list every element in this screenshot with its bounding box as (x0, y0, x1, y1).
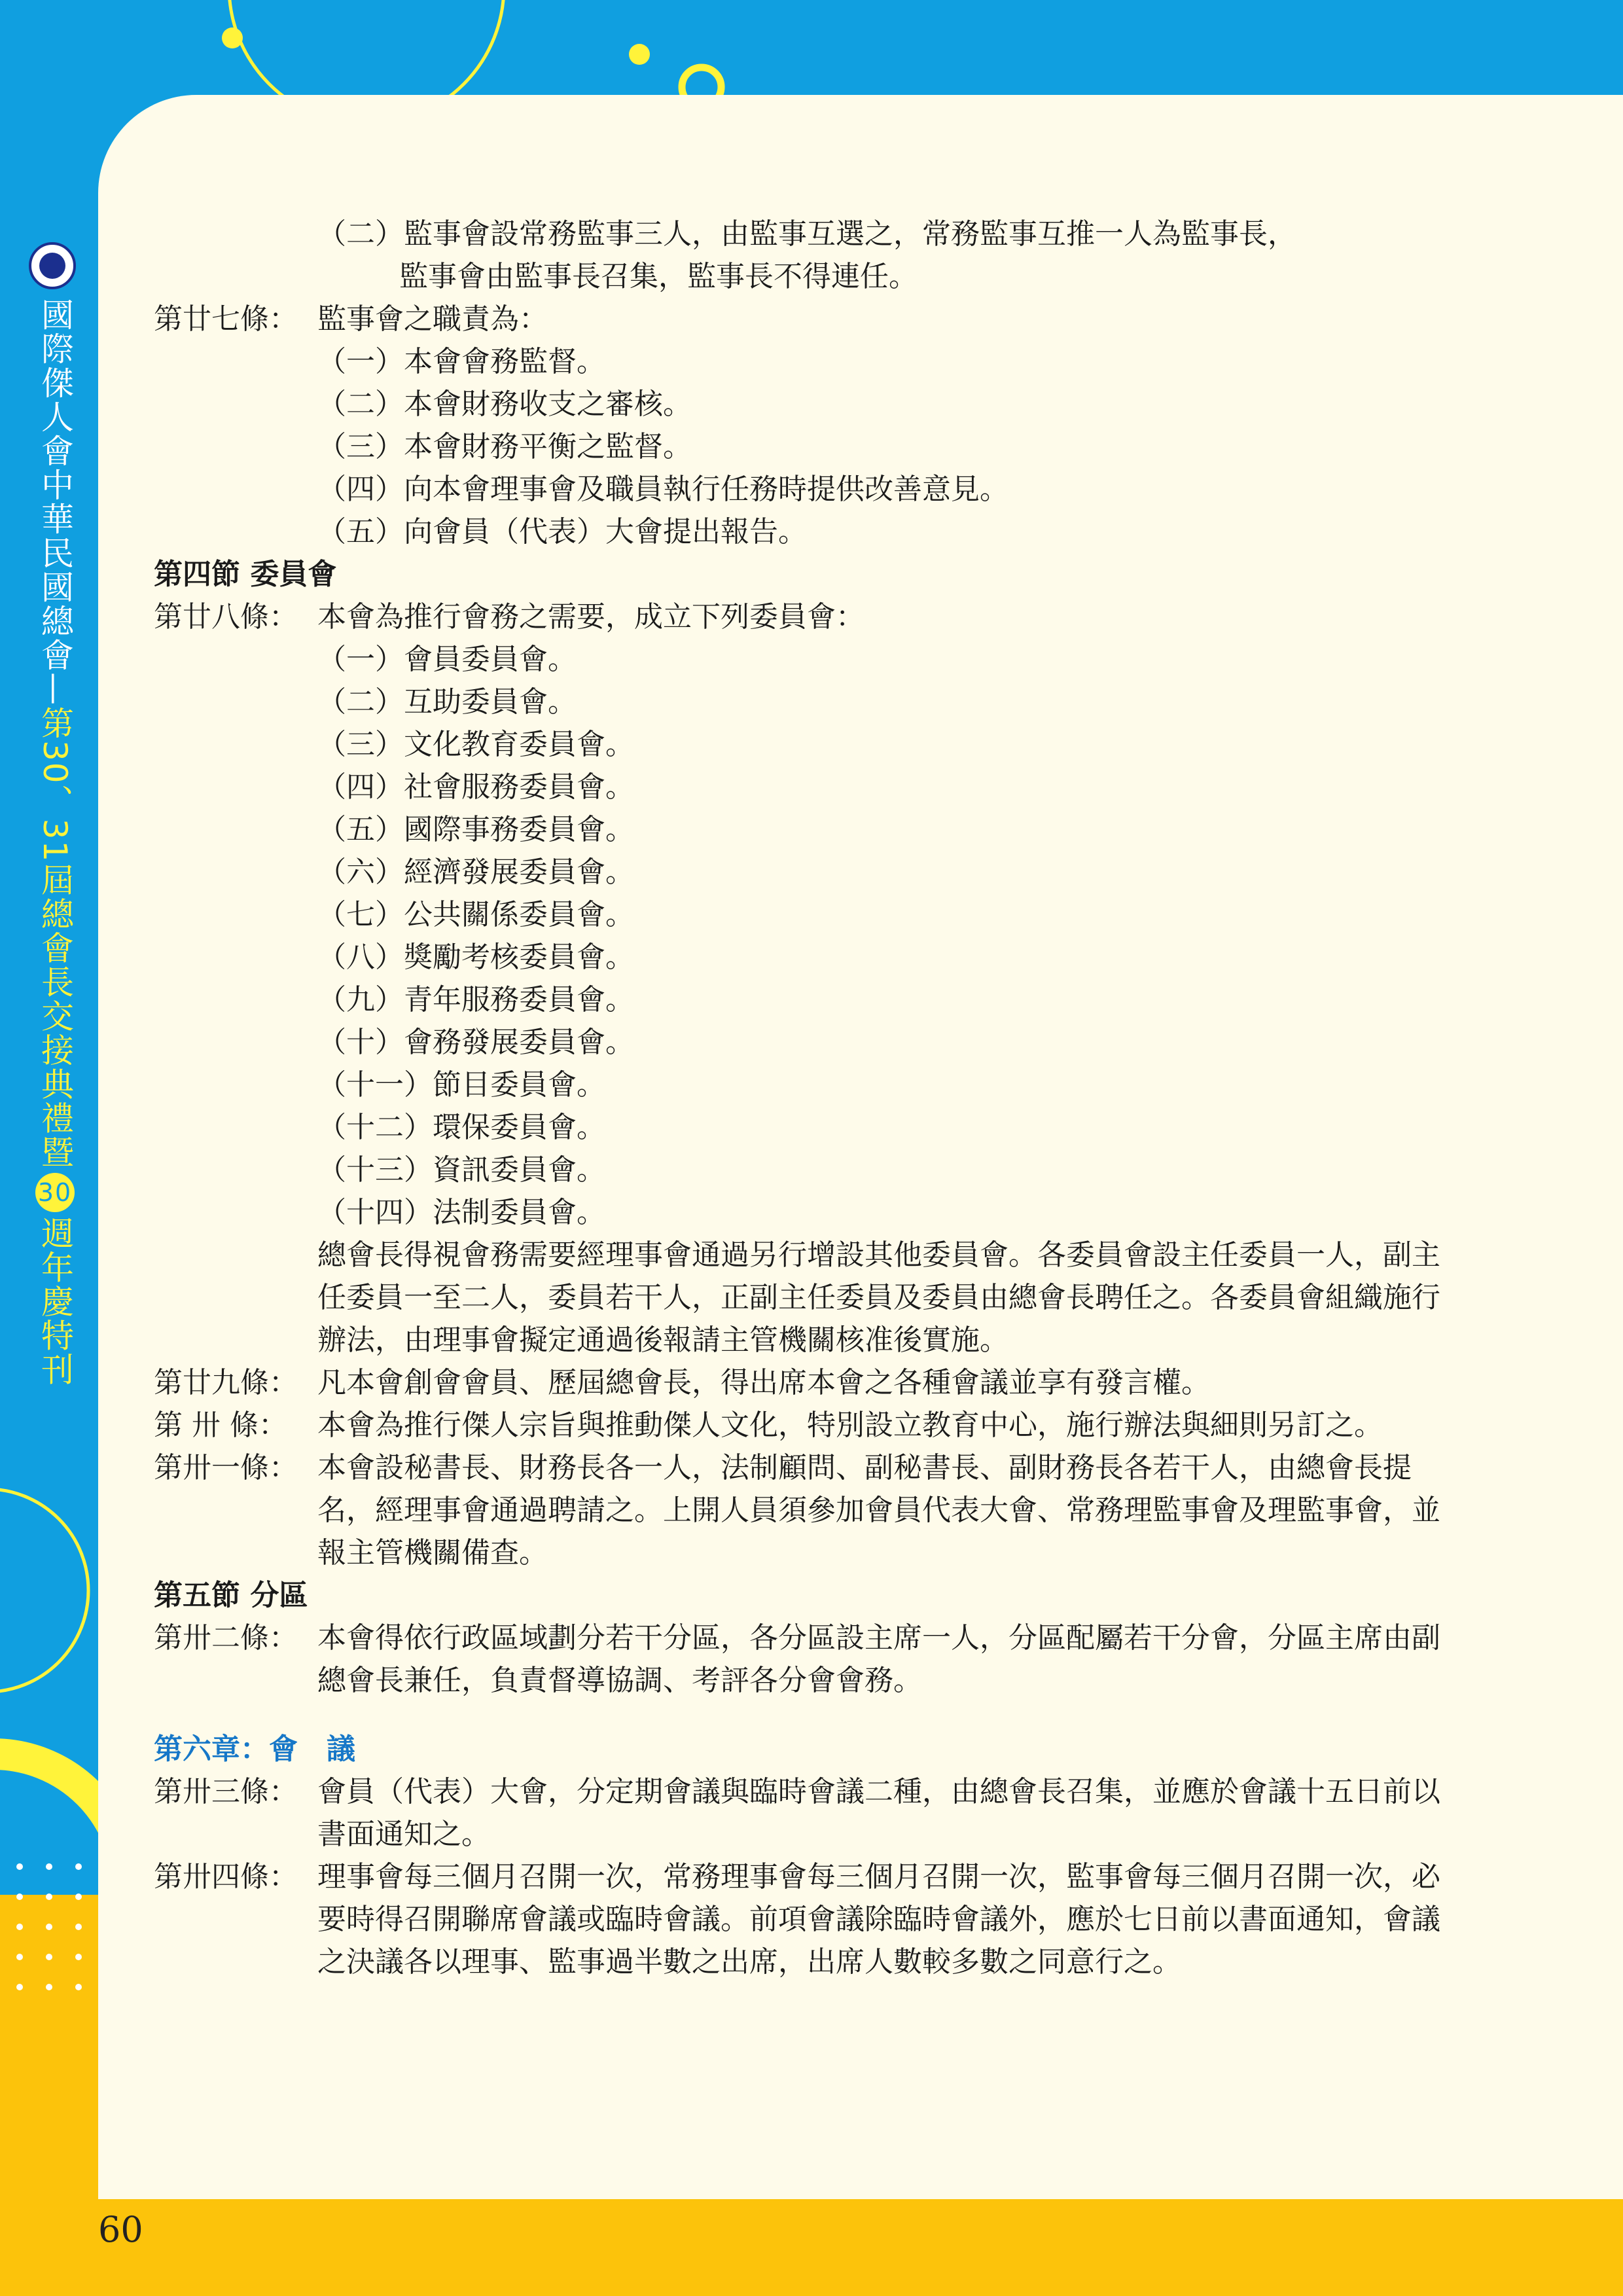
sidebar-title-part1: 國際傑人會中華民國總會 (36, 298, 74, 672)
page-number: 60 (98, 2209, 143, 2250)
chapter-6-heading: 第六章：會 議 (154, 1732, 355, 1766)
article-32 (154, 1617, 1463, 1702)
article-34-label: 第卅四條： (154, 1860, 298, 1893)
bottom-bar (0, 2199, 1623, 2296)
sidebar-title-part2a: 第 (36, 706, 74, 740)
sidebar-title-part2e: 屆總會長交接典禮暨 (36, 863, 74, 1170)
list-item: （一）會員委員會。 (317, 643, 577, 676)
article-33-text: 會員（代表）大會，分定期會議與臨時會議二種，由總會長召集，並應於會議十五日前以書面通知之。 (317, 1775, 1440, 1851)
list-item: （五）向會員（代表）大會提出報告。 (317, 515, 807, 548)
list-item: （三）本會財務平衡之監督。 (317, 430, 692, 463)
article-27-label: 第廿七條： (154, 302, 298, 336)
section-4-heading: 第四節 委員會 (154, 558, 337, 591)
jaycee-emblem-icon (29, 242, 76, 289)
list-item: （二）互助委員會。 (317, 685, 577, 719)
article-27-text: 監事會之職責為： (317, 302, 548, 336)
article-28-label: 第廿八條： (154, 600, 298, 634)
decor-circle-left (0, 1489, 88, 1692)
article-26-item-2-continued: 監事會由監事長召集，監事長不得連任。 (399, 260, 918, 293)
list-item: （十三）資訊委員會。 (317, 1153, 605, 1187)
decor-dot-top-left (222, 27, 243, 48)
list-item: （二）本會財務收支之審核。 (317, 387, 692, 421)
article-29 (154, 1361, 1463, 1404)
article-31-text: 本會設秘書長、財務長各一人，法制顧問、副秘書長、副財務長各若干人，由總會長提名，經理事會通過聘請之。上開人員須參加會員代表大會、常務理監事會及理監事會，並報主管機關備查。 (317, 1451, 1440, 1570)
article-30-text: 本會為推行傑人宗旨與推動傑人文化，特別設立教育中心，施行辦法與細則另訂之。 (317, 1408, 1383, 1442)
article-33 (154, 1770, 1463, 1856)
list-item: （八）獎勵考核委員會。 (317, 941, 634, 974)
list-item: （七）公共關係委員會。 (317, 898, 634, 931)
article-32-text: 本會得依行政區域劃分若干分區，各分區設主席一人，分區配屬若干分會，分區主席由副總會長兼任，負責督導協調、考評各分會會務。 (317, 1621, 1440, 1697)
article-32-label: 第卅二條： (154, 1621, 298, 1655)
sidebar-dash: — (36, 672, 74, 706)
list-item: （十四）法制委員會。 (317, 1196, 605, 1229)
section-5-heading: 第五節 分區 (154, 1579, 308, 1612)
article-29-text: 凡本會創會會員、歷屆總會長，得出席本會之各種會議並享有發言權。 (317, 1366, 1210, 1399)
sidebar-title-part2c: 、 (36, 784, 74, 819)
article-28-text: 本會為推行會務之需要，成立下列委員會： (317, 600, 865, 634)
article-28-paragraph: 總會長得視會務需要經理事會通過另行增設其他委員會。各委員會設主任委員一人，副主任委員一至二人，委員若干人，正副主任委員及委員由總會長聘任之。各委員會組織施行辦法，由理事會擬定通過後報請主管機關核准後實施。 (317, 1238, 1440, 1357)
anniversary-number-badge: 30 (35, 1173, 75, 1212)
decor-dot-top (629, 44, 650, 65)
list-item: （十二）環保委員會。 (317, 1111, 605, 1144)
sidebar-title-part3: 週年慶特刊 (36, 1216, 74, 1387)
article-26-item-2: （二）監事會設常務監事三人，由監事互選之，常務監事互推一人為監事長， (317, 217, 1296, 251)
article-31 (154, 1446, 1463, 1574)
sidebar-vertical-title (29, 298, 81, 1386)
list-item: （四）向本會理事會及職員執行任務時提供改善意見。 (317, 473, 1008, 506)
article-28 (154, 596, 1463, 638)
article-33-label: 第卅三條： (154, 1775, 298, 1808)
article-27 (154, 298, 1463, 340)
list-item: （四）社會服務委員會。 (317, 770, 634, 804)
sidebar-title-part2b: 30 (36, 740, 74, 785)
decor-yellow-strip (0, 1895, 98, 2202)
document-body (154, 213, 1463, 1983)
list-item: （一）本會會務監督。 (317, 345, 605, 378)
article-30 (154, 1404, 1463, 1446)
list-item: （十）會務發展委員會。 (317, 1026, 634, 1059)
list-item: （六）經濟發展委員會。 (317, 855, 634, 889)
article-30-label: 第 卅 條： (154, 1408, 287, 1442)
list-item: （九）青年服務委員會。 (317, 983, 634, 1016)
article-29-label: 第廿九條： (154, 1366, 298, 1399)
article-31-label: 第卅一條： (154, 1451, 298, 1484)
list-item: （十一）節目委員會。 (317, 1068, 605, 1102)
article-34 (154, 1856, 1463, 1983)
list-item: （三）文化教育委員會。 (317, 728, 634, 761)
sidebar-title-part2d: 31 (36, 818, 74, 863)
article-34-text: 理事會每三個月召開一次，常務理事會每三個月召開一次，監事會每三個月召開一次，必要時得召開聯席會議或臨時會議。前項會議除臨時會議外，應於七日前以書面通知，會議之決議各以理事、監事過半數之出席，出席人數較多數之同意行之。 (317, 1860, 1440, 1979)
list-item: （五）國際事務委員會。 (317, 813, 634, 846)
